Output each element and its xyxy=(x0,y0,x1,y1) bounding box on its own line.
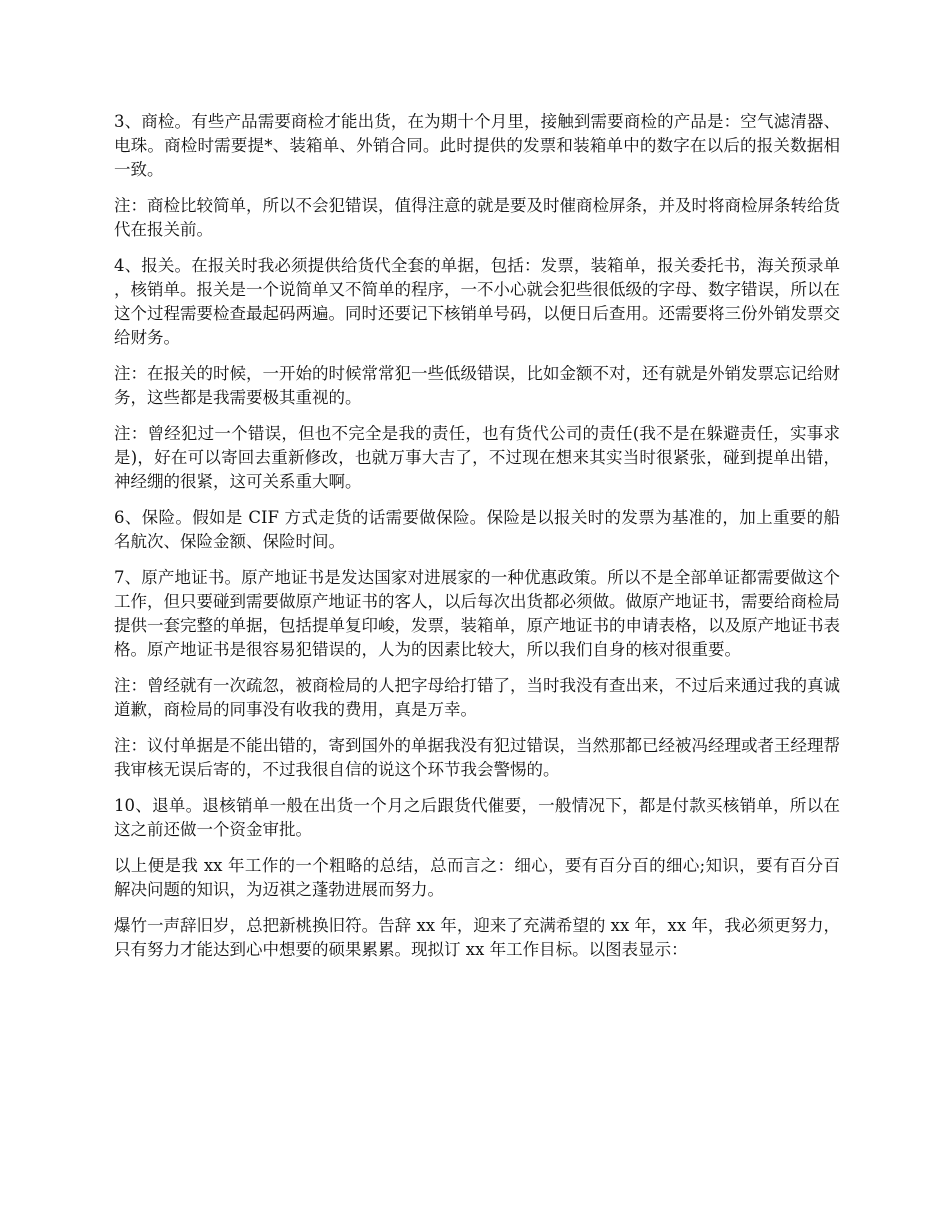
paragraph-new-year-goals: 爆竹一声辞旧岁，总把新桃换旧符。告辞 xx 年，迎来了充满希望的 xx 年，xx 年，我必须更努力，只有努力才能达到心中想要的硕果累累。现拟订 xx 年工作目标。以图表显示： xyxy=(114,916,840,959)
paragraph-inspection: 3、商检。有些产品需要商检才能出货，在为期十个月里，接触到需要商检的产品是：空气滤清器、电珠。商检时需要提*、装箱单、外销合同。此时提供的发票和装箱单中的数字在以后的报关数据相一致。 xyxy=(114,112,840,179)
document-body xyxy=(114,110,840,974)
paragraph-negotiation-note: 注：议付单据是不能出错的，寄到国外的单据我没有犯过错误，当然那都已经被冯经理或者王经理帮我审核无误后寄的，不过我很自信的说这个环节我会警惕的。 xyxy=(114,736,840,779)
paragraph-insurance: 6、保险。假如是 CIF 方式走货的话需要做保险。保险是以报关时的发票为基准的，加上重要的船名航次、保险金额、保险时间。 xyxy=(114,508,840,551)
paragraph-customs-note-1: 注：在报关的时候，一开始的时候常常犯一些低级错误，比如金额不对，还有就是外销发票忘记给财务，这些都是我需要极其重视的。 xyxy=(114,364,840,407)
paragraph-certificate-of-origin: 7、原产地证书。原产地证书是发达国家对进展家的一种优惠政策。所以不是全部单证都需要做这个工作，但只要碰到需要做原产地证书的客人，以后每次出货都必须做。做原产地证书，需要给商检局提供一套完整的单据，包括提单复印峻，发票，装箱单，原产地证书的申请表格，以及原产地证书表格。原产地证书是很容易犯错误的，人为的因素比较大，所以我们自身的核对很重要。 xyxy=(114,568,840,659)
paragraph-refund: 10、退单。退核销单一般在出货一个月之后跟货代催要，一般情况下，都是付款买核销单，所以在这之前还做一个资金审批。 xyxy=(114,796,840,839)
paragraph-certificate-note: 注：曾经就有一次疏忽，被商检局的人把字母给打错了，当时我没有查出来，不过后来通过我的真诚道歉，商检局的同事没有收我的费用，真是万幸。 xyxy=(114,676,840,719)
paragraph-inspection-note: 注：商检比较简单，所以不会犯错误，值得注意的就是要及时催商检屏条，并及时将商检屏条转给货代在报关前。 xyxy=(114,196,840,239)
paragraph-customs: 4、报关。在报关时我必须提供给货代全套的单据，包括：发票，装箱单，报关委托书，海关预录单，核销单。报关是一个说简单又不简单的程序，一不小心就会犯些很低级的字母、数字错误，所以在这个过程需要检查最起码两遍。同时还要记下核销单号码，以便日后查用。还需要将三份外销发票交给财务。 xyxy=(114,256,840,347)
paragraph-customs-note-2: 注：曾经犯过一个错误，但也不完全是我的责任，也有货代公司的责任(我不是在躲避责任，实事求是)，好在可以寄回去重新修改，也就万事大吉了，不过现在想来其实当时很紧张，碰到提单出错，神经绷的很紧，这可关系重大啊。 xyxy=(114,424,840,491)
paragraph-summary: 以上便是我 xx 年工作的一个粗略的总结，总而言之：细心，要有百分百的细心;知识，要有百分百解决问题的知识，为迈祺之蓬勃进展而努力。 xyxy=(114,856,840,899)
